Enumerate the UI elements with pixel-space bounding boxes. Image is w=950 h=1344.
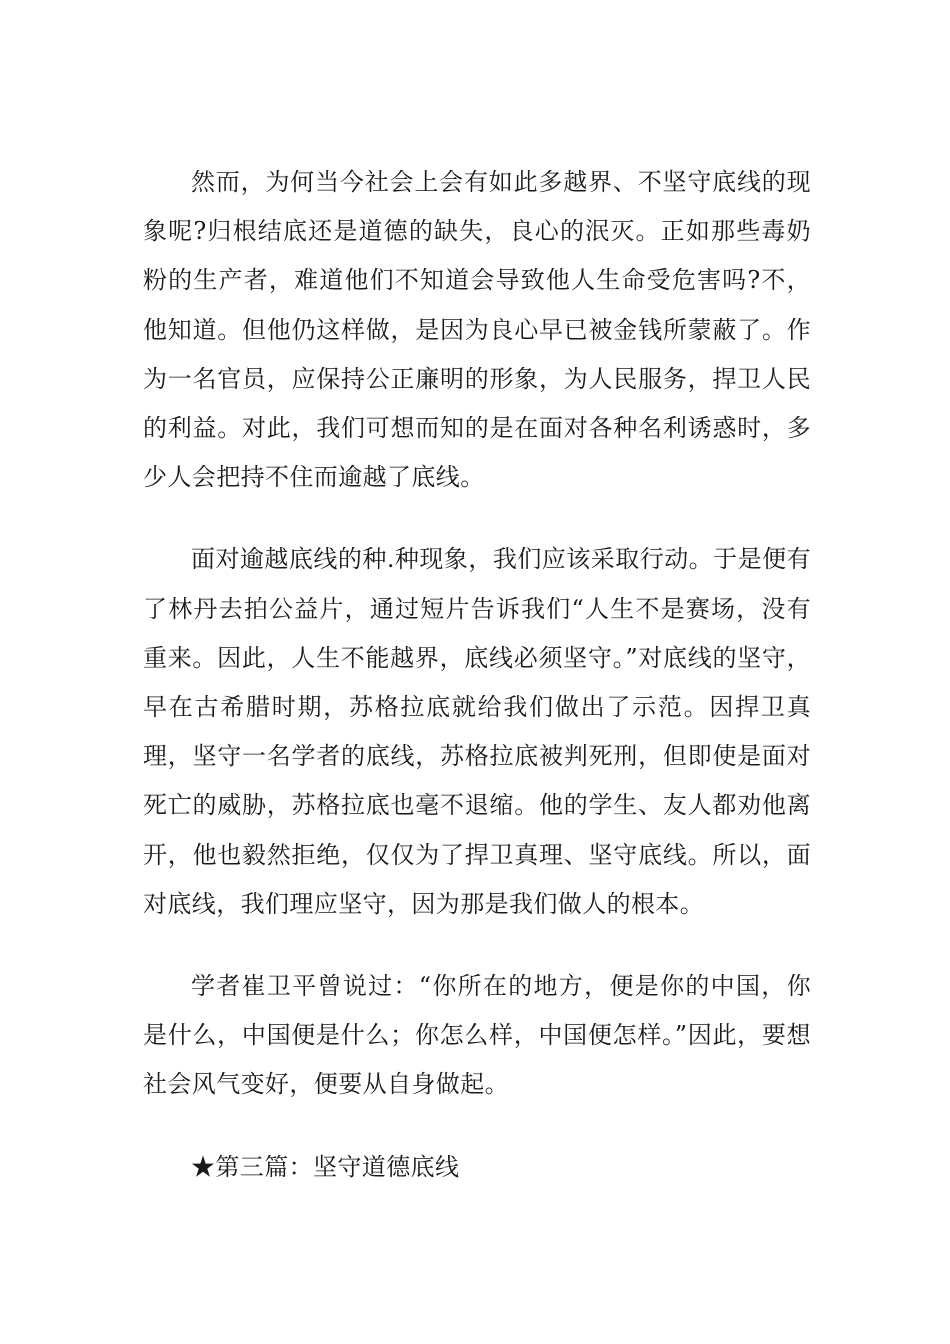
paragraph-1: 然而，为何当今社会上会有如此多越界、不坚守底线的现象呢?归根结底还是道德的缺失，良心的泯灭。正如那些毒奶粉的生产者，难道他们不知道会导致他人生命受危害吗?不，他知道。但他仍这样做，是因为良心早已被金钱所蒙蔽了。作为一名官员，应保持公正廉明的形象，为人民服务，捍卫人民的利益。对此，我们可想而知的是在面对各种名利诱惑时，多少人会把持不住而逾越了底线。 [143, 168, 811, 492]
document-body [143, 158, 811, 1192]
paragraph-3: 学者崔卫平曾说过：“你所在的地方，便是你的中国，你是什么，中国便是什么；你怎么样，中国便怎样。”因此，要想社会风气变好，便要从自身做起。 [143, 972, 811, 1099]
paragraph-2: 面对逾越底线的种.种现象，我们应该采取行动。于是便有了林丹去拍公益片，通过短片告诉我们“人生不是赛场，没有重来。因此，人生不能越界，底线必须坚守。”对底线的坚守，早在古希腊时期，苏格拉底就给我们做出了示范。因捍卫真理，坚守一名学者的底线，苏格拉底被判死刑，但即使是面对死亡的威胁，苏格拉底也毫不退缩。他的学生、友人都劝他离开，他也毅然拒绝，仅仅为了捍卫真理、坚守底线。所以，面对底线，我们理应坚守，因为那是我们做人的根本。 [143, 545, 811, 918]
section-heading: ★第三篇：坚守道德底线 [191, 1152, 460, 1181]
